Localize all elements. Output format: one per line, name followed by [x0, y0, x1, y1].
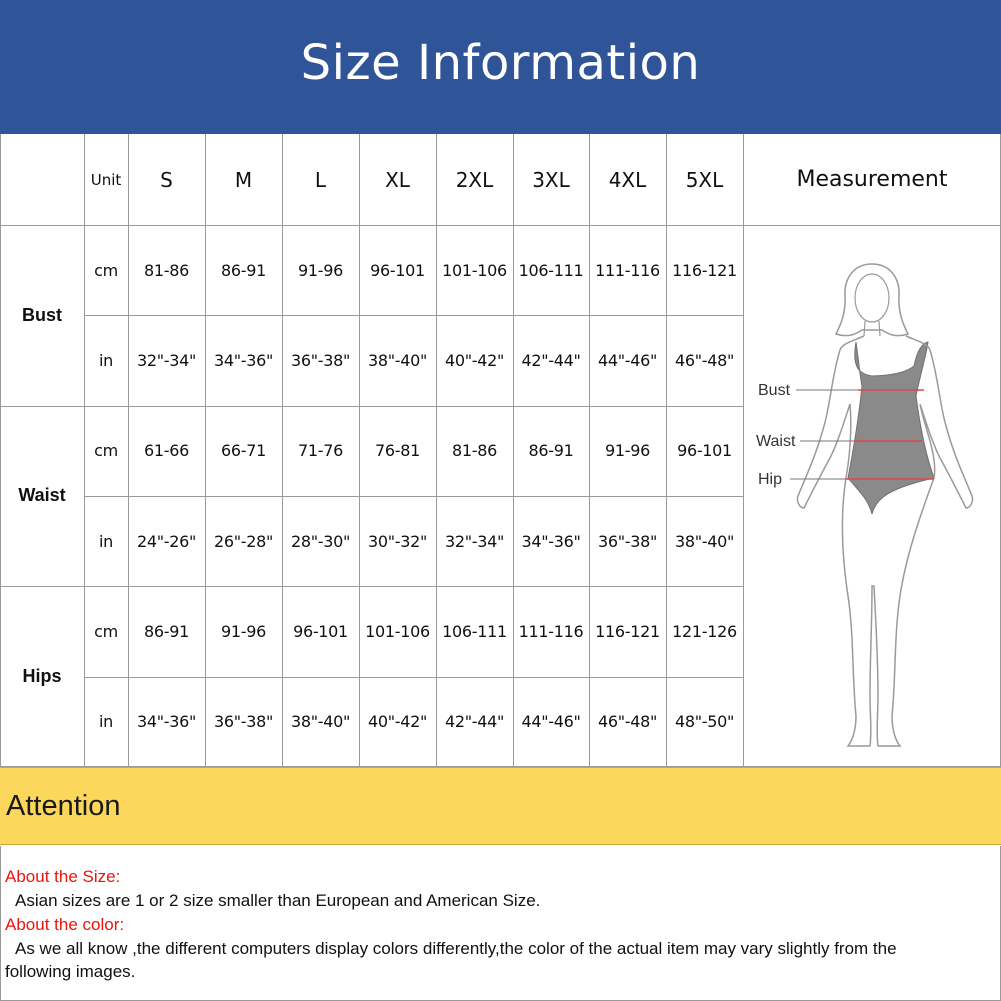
- table-cell: 116-121: [595, 621, 660, 641]
- table-cell: 71-76: [298, 441, 343, 461]
- table-cell: 121-126: [672, 621, 737, 641]
- table-cell: 32"-34": [136, 350, 197, 370]
- size-header-3xl: 3XL: [532, 167, 570, 192]
- unit-cell: cm: [94, 441, 118, 461]
- table-cell: 46"-48": [597, 712, 658, 732]
- table-cell: 91-96: [221, 621, 266, 641]
- unit-cell: cm: [94, 621, 118, 641]
- table-cell: 96-101: [293, 621, 348, 641]
- table-cell: 30"-32": [367, 531, 428, 551]
- table-cell: 38"-40": [290, 712, 351, 732]
- table-cell: 40"-42": [444, 350, 505, 370]
- table-cell: 26"-28": [213, 531, 274, 551]
- table-cell: 101-106: [365, 621, 430, 641]
- table-cell: 28"-30": [290, 531, 351, 551]
- table-cell: 36"-38": [597, 531, 658, 551]
- table-cell: 106-111: [442, 621, 507, 641]
- color-note-title: About the color:: [5, 915, 125, 934]
- size-note-text: Asian sizes are 1 or 2 size smaller than European and American Size.: [15, 891, 541, 910]
- unit-cell: in: [99, 350, 113, 370]
- table-cell: 66-71: [221, 441, 266, 461]
- size-header-5xl: 5XL: [685, 167, 724, 192]
- table-cell: 91-96: [298, 260, 343, 280]
- table-cell: 34"-36": [136, 712, 197, 732]
- size-header-xl: XL: [385, 167, 410, 192]
- unit-cell: cm: [94, 260, 118, 280]
- table-cell: 86-91: [221, 260, 266, 280]
- measurement-header: Measurement: [796, 167, 948, 192]
- neck-outline: [864, 321, 880, 336]
- size-header-4xl: 4XL: [608, 167, 647, 192]
- table-cell: 34"-36": [521, 531, 581, 551]
- table-cell: 101-106: [442, 260, 507, 280]
- unit-cell: in: [99, 531, 113, 551]
- unit-cell: in: [99, 712, 113, 732]
- table-cell: 111-116: [595, 260, 660, 280]
- swimsuit-shape: [848, 342, 934, 514]
- size-header-m: M: [234, 167, 253, 192]
- hair-outline: [836, 264, 908, 336]
- table-cell: 96-101: [677, 441, 732, 461]
- table-cell: 76-81: [375, 441, 420, 461]
- table-cell: 81-86: [144, 260, 189, 280]
- table-cell: 96-101: [370, 260, 425, 280]
- page-title: Size Information: [0, 0, 1001, 134]
- table-cell: 86-91: [144, 621, 189, 641]
- table-cell: 116-121: [672, 260, 737, 280]
- size-header-l: L: [314, 167, 327, 192]
- table-cell: 81-86: [452, 441, 497, 461]
- table-cell: 91-96: [605, 441, 650, 461]
- bust-label: Bust: [758, 382, 791, 399]
- row-group-bust: Bust: [22, 304, 62, 325]
- color-note-text-line1: As we all know ,the different computers display colors differently,the color of the actual item may vary slightly from the: [15, 939, 897, 958]
- table-cell: 42"-44": [521, 350, 581, 370]
- body-measurement-figure: [744, 226, 1000, 766]
- table-cell: 111-116: [518, 621, 584, 641]
- unit-header: Unit: [90, 170, 122, 189]
- table-cell: 86-91: [528, 441, 574, 461]
- table-cell: 61-66: [144, 441, 189, 461]
- table-cell: 40"-42": [367, 712, 428, 732]
- table-cell: 46"-48": [674, 350, 735, 370]
- face-outline: [855, 274, 889, 322]
- size-header-2xl: 2XL: [455, 167, 494, 192]
- table-cell: 36"-38": [290, 350, 351, 370]
- hip-label: Hip: [758, 471, 783, 488]
- table-cell: 34"-36": [213, 350, 274, 370]
- table-cell: 36"-38": [213, 712, 274, 732]
- notes-section: [0, 846, 1001, 1001]
- size-header-s: S: [160, 167, 173, 192]
- waist-label: Waist: [756, 433, 796, 450]
- row-group-hips: Hips: [22, 666, 62, 687]
- table-cell: 24"-26": [136, 531, 197, 551]
- row-group-waist: Waist: [18, 485, 66, 506]
- table-cell: 38"-40": [367, 350, 428, 370]
- table-cell: 44"-46": [521, 712, 581, 732]
- color-note-text-line2: following images.: [5, 962, 136, 981]
- table-cell: 44"-46": [597, 350, 658, 370]
- table-cell: 48"-50": [674, 712, 735, 732]
- table-cell: 42"-44": [444, 712, 505, 732]
- table-cell: 32"-34": [444, 531, 505, 551]
- size-note-title: About the Size:: [5, 867, 121, 886]
- table-cell: 106-111: [518, 260, 584, 280]
- table-cell: 38"-40": [674, 531, 735, 551]
- attention-banner: Attention: [0, 767, 1001, 845]
